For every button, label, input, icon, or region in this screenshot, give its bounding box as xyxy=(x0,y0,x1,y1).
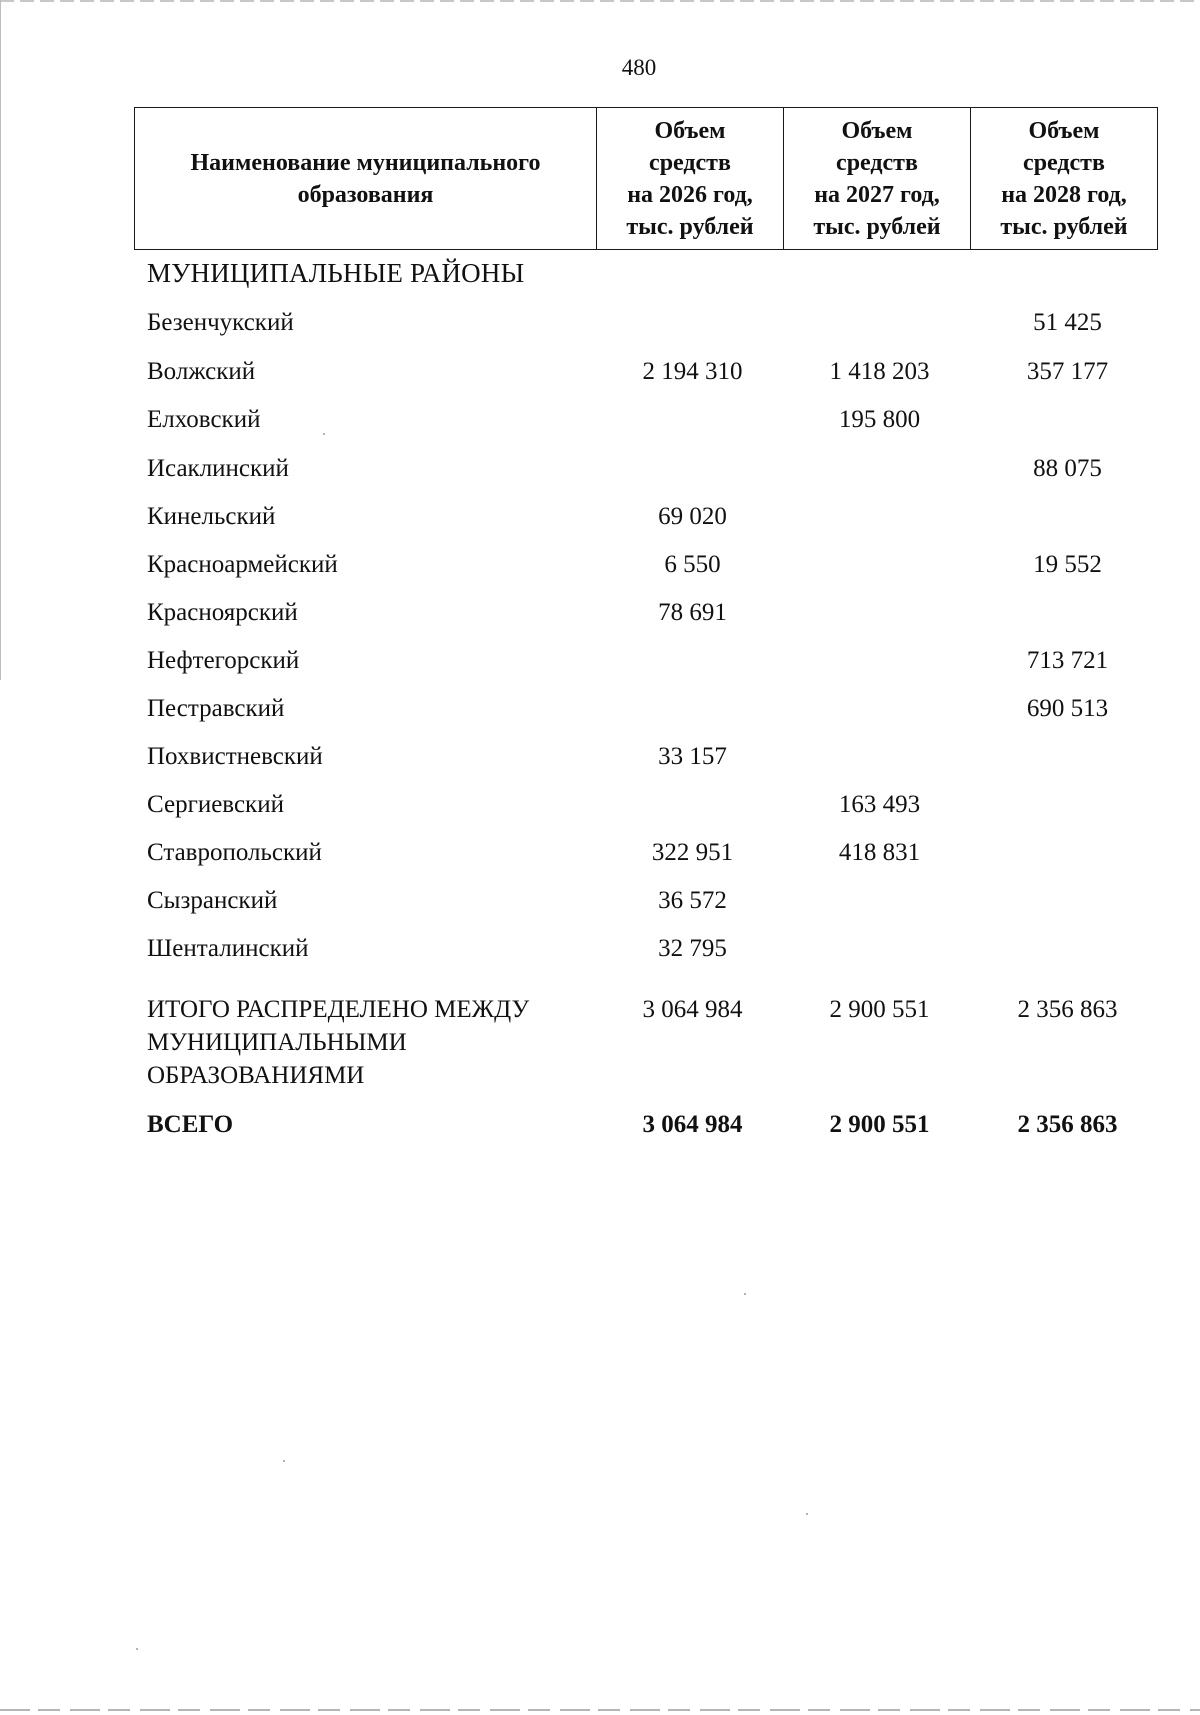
scan-speck xyxy=(136,1648,138,1650)
scan-bottom-edge xyxy=(0,1709,1200,1711)
row-name: Красноармейский xyxy=(147,551,338,578)
scan-speck xyxy=(283,1460,285,1462)
total-distributed-2027: 2 900 551 xyxy=(829,996,930,1023)
value-2026: 78 691 xyxy=(658,599,727,626)
value-2026: 69 020 xyxy=(658,503,727,530)
grand-total-label: ВСЕГО xyxy=(147,1111,234,1138)
value-2026: 33 157 xyxy=(658,743,727,770)
value-2026: 32 795 xyxy=(658,935,727,962)
total-distributed-label: ИТОГО РАСПРЕДЕЛЕНО МЕЖДУ МУНИЦИПАЛЬНЫМИ ОБРАЗОВАНИЯМИ xyxy=(147,996,530,1089)
scan-speck xyxy=(806,1513,808,1515)
value-2028: 357 177 xyxy=(1026,358,1109,385)
value-2028: 51 425 xyxy=(1033,309,1102,336)
row-name: Елховский xyxy=(147,406,261,433)
total-distributed-2028: 2 356 863 xyxy=(1017,996,1118,1023)
table-header xyxy=(134,107,1158,250)
row-name: Кинельский xyxy=(147,503,276,530)
column-header-2027: Объем средств на 2027 год, тыс. рублей xyxy=(784,108,971,250)
scan-speck xyxy=(744,1293,746,1295)
total-distributed-2026: 3 064 984 xyxy=(642,996,743,1023)
value-2027: 195 800 xyxy=(838,406,921,433)
value-2026: 2 194 310 xyxy=(642,358,743,385)
scan-left-edge xyxy=(0,0,1,680)
value-2026: 36 572 xyxy=(658,887,727,914)
scan-top-edge xyxy=(0,0,1200,2)
value-2027: 418 831 xyxy=(838,839,921,866)
value-2026: 6 550 xyxy=(664,551,721,578)
value-2028: 713 721 xyxy=(1026,647,1109,674)
value-2027: 163 493 xyxy=(838,791,921,818)
value-2026: 322 951 xyxy=(651,839,734,866)
section-title: МУНИЦИПАЛЬНЫЕ РАЙОНЫ xyxy=(147,258,525,288)
row-name: Нефтегорский xyxy=(147,647,300,674)
grand-total-2027: 2 900 551 xyxy=(829,1111,930,1138)
row-name: Сергиевский xyxy=(147,791,284,818)
row-name: Шенталинский xyxy=(147,935,309,962)
row-name: Пестравский xyxy=(147,695,285,722)
row-name: Безенчукский xyxy=(147,309,294,336)
row-name: Ставропольский xyxy=(147,839,322,866)
column-header-2028: Объем средств на 2028 год, тыс. рублей xyxy=(971,108,1158,250)
column-header-name: Наименование муниципального образования xyxy=(135,108,597,250)
value-2027: 1 418 203 xyxy=(829,358,930,385)
row-name: Красноярский xyxy=(147,599,298,626)
row-name: Волжский xyxy=(147,358,256,385)
scan-speck xyxy=(323,433,325,435)
page-number: 480 xyxy=(621,55,657,80)
value-2028: 690 513 xyxy=(1026,695,1109,722)
grand-total-2028: 2 356 863 xyxy=(1017,1111,1118,1138)
row-name: Исаклинский xyxy=(147,455,289,482)
grand-total-2026: 3 064 984 xyxy=(642,1111,743,1138)
value-2028: 19 552 xyxy=(1033,551,1102,578)
row-name: Сызранский xyxy=(147,887,278,914)
column-header-2026: Объем средств на 2026 год, тыс. рублей xyxy=(597,108,784,250)
value-2028: 88 075 xyxy=(1033,455,1102,482)
row-name: Похвистневский xyxy=(147,743,323,770)
header-row xyxy=(135,108,1158,250)
